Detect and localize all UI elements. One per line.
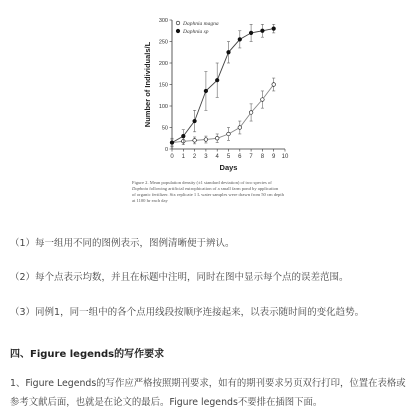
x-axis-label: Days [219, 163, 238, 172]
x-tick-label: 7 [249, 154, 253, 160]
figure [140, 6, 300, 202]
x-tick-label: 8 [260, 154, 265, 160]
x-tick-label: 9 [272, 154, 276, 160]
y-tick-label: 100 [158, 104, 168, 110]
legend-label: Daphnia magna [183, 21, 219, 27]
legend-marker [176, 29, 180, 33]
x-tick-label: 5 [226, 154, 231, 160]
paragraph-2: （2）每个点表示均数，并且在标题中注明，同时在图中显示每个点的误差范围。 [10, 272, 349, 283]
x-tick-label: 10 [281, 154, 289, 160]
data-point [204, 138, 208, 142]
data-point [227, 132, 231, 136]
data-point [204, 89, 208, 93]
y-tick-label: 300 [158, 18, 168, 24]
data-point [261, 29, 265, 33]
data-point [272, 27, 276, 31]
data-point [272, 83, 276, 87]
paragraph-3: （3）同例1，同一组中的各个点用线段按顺序连接起来，以表示随时间的变化趋势。 [10, 307, 365, 318]
data-point [249, 31, 253, 35]
y-tick-label: 150 [158, 82, 168, 89]
caption-line-1: Figure 2. Mean population density (±1 standard deviation) of two species of [132, 180, 272, 185]
data-point [193, 139, 197, 143]
data-point [215, 136, 219, 140]
x-tick-label: 4 [215, 154, 219, 160]
body-text: 1、Figure Legends的写作应严格按照期刊要求，如有的期刊要求另页双行打印，位置在表格或参考文献后面，也就是在论文的最后。Figure legends不要排在插图下面。 [10, 378, 406, 408]
figure-caption [132, 180, 308, 204]
caption-line-3: of organic fertilizer. Six replicate 1 L water samples were drawn from 50 cm depth [132, 192, 284, 197]
legend-marker [176, 21, 180, 25]
x-tick-label: 0 [170, 154, 174, 160]
section-heading: 四、Figure legends的写作要求 [10, 349, 165, 360]
series-line [172, 29, 274, 143]
data-point [227, 50, 231, 54]
y-tick-label: 50 [161, 125, 168, 132]
paragraph-1: （1）每一组用不同的图例表示，图例清晰便于辨认。 [10, 238, 235, 249]
chart [140, 6, 300, 186]
caption-line-2-rest: following artificial eutrophication of a small farm pond by application [149, 186, 279, 191]
y-tick-label: 0 [164, 147, 168, 153]
x-tick-label: 6 [238, 154, 242, 160]
x-tick-label: 2 [192, 154, 197, 160]
y-tick-label: 250 [158, 39, 168, 46]
data-point [238, 38, 242, 42]
caption-line-4: at 1100 hr each day [132, 198, 168, 203]
caption-species: Daphnia [132, 186, 149, 191]
legend-label: Daphnia sp [183, 29, 209, 35]
data-point [193, 119, 197, 123]
data-point [249, 111, 253, 115]
y-axis-label: Number of Individuals/L [143, 41, 152, 128]
y-tick-label: 200 [158, 61, 168, 67]
series-line [172, 85, 274, 143]
data-point [170, 141, 174, 145]
data-point [238, 126, 242, 130]
data-point [261, 98, 265, 102]
x-tick-label: 1 [181, 154, 185, 160]
data-point [182, 134, 186, 138]
x-tick-label: 3 [204, 154, 208, 160]
data-point [215, 78, 219, 82]
